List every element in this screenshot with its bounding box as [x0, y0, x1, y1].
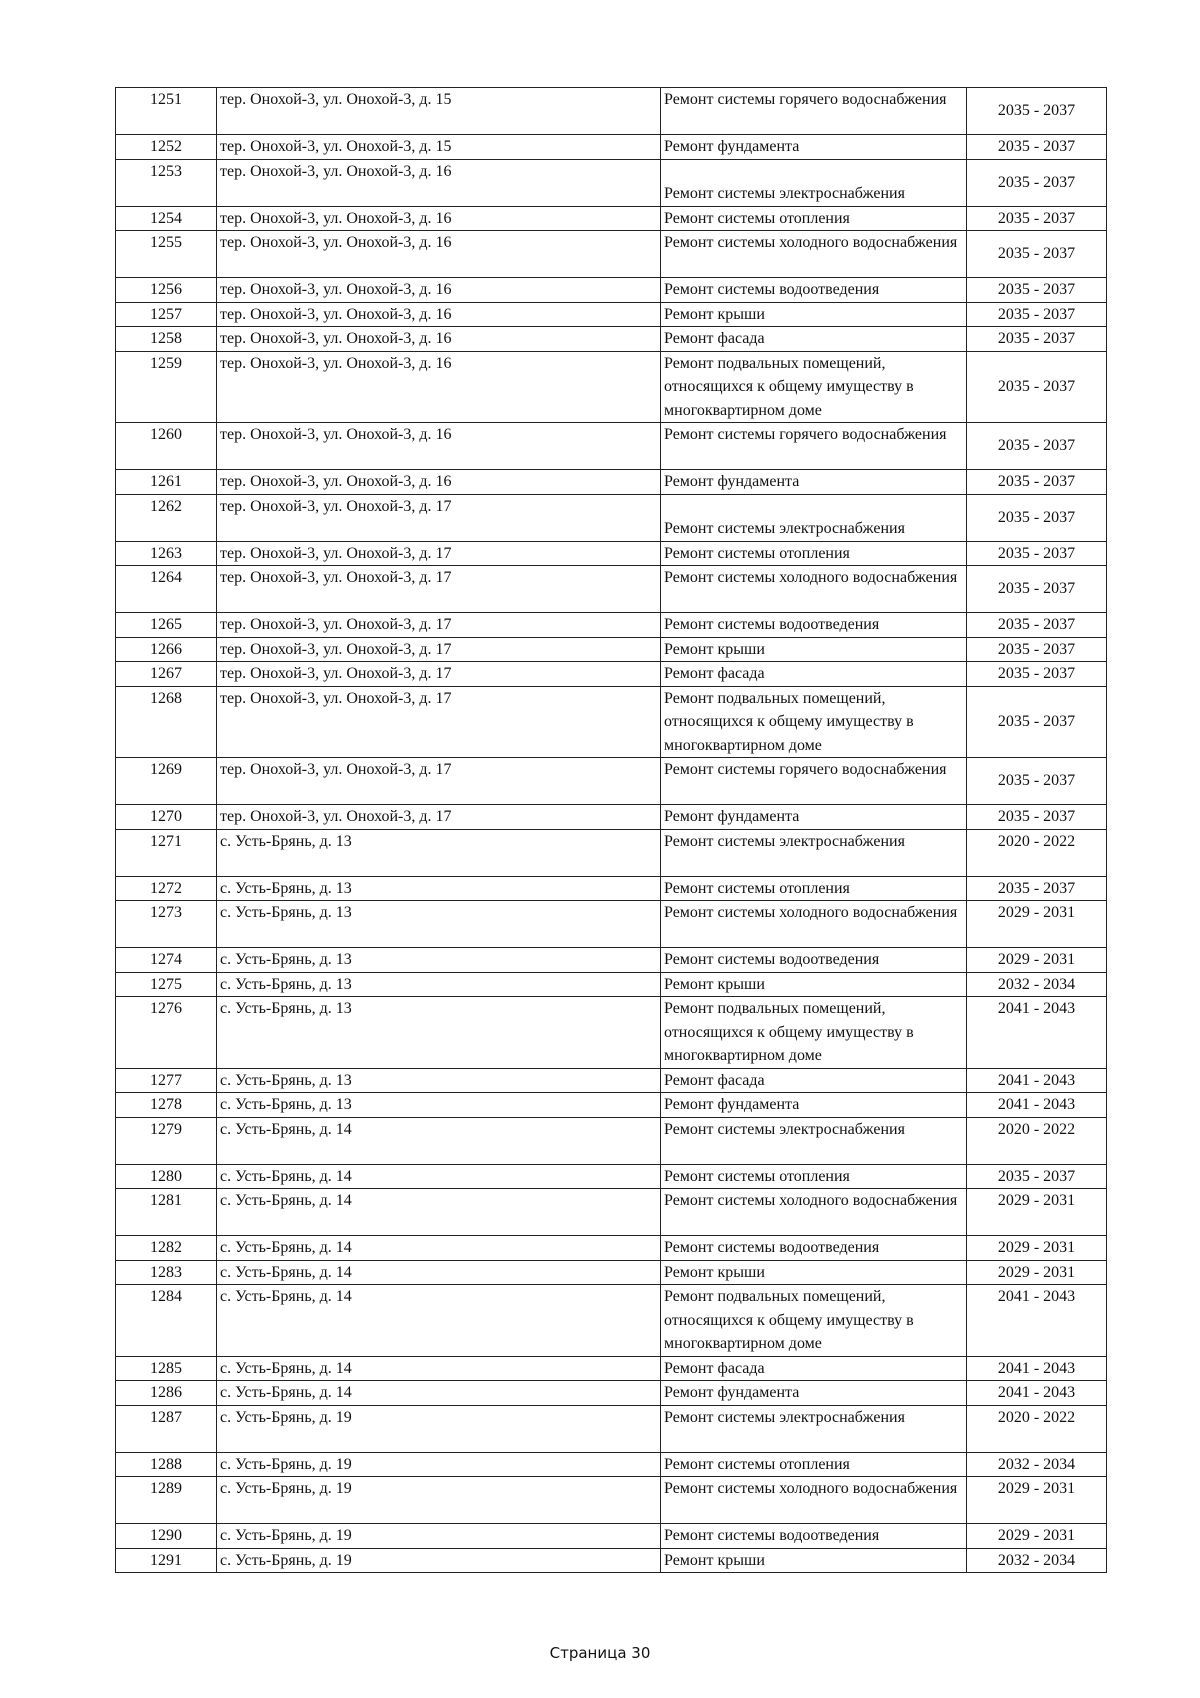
- address-cell: тер. Онохой-3, ул. Онохой-3, д. 17: [217, 758, 661, 805]
- work-type-cell: Ремонт фасада: [661, 327, 967, 352]
- work-type-cell: Ремонт системы водоотведения: [661, 948, 967, 973]
- row-number-cell: 1290: [116, 1524, 217, 1549]
- address-cell: с. Усть-Брянь, д. 14: [217, 1236, 661, 1261]
- work-type-cell: Ремонт системы водоотведения: [661, 1524, 967, 1549]
- period-cell: 2035 - 2037: [967, 135, 1107, 160]
- row-number-cell: 1270: [116, 805, 217, 830]
- works-table: [115, 87, 1107, 1573]
- period-cell: 2035 - 2037: [967, 327, 1107, 352]
- row-number-cell: 1251: [116, 88, 217, 135]
- work-type-cell: Ремонт крыши: [661, 1260, 967, 1285]
- table-row: [116, 351, 1107, 423]
- row-number-cell: 1262: [116, 494, 217, 541]
- period-cell: 2035 - 2037: [967, 159, 1107, 206]
- period-cell: 2035 - 2037: [967, 423, 1107, 470]
- work-type-cell: Ремонт фундамента: [661, 470, 967, 495]
- works-table-body: [116, 88, 1107, 1573]
- row-number-cell: 1255: [116, 231, 217, 278]
- period-cell: 2035 - 2037: [967, 88, 1107, 135]
- address-cell: тер. Онохой-3, ул. Онохой-3, д. 17: [217, 805, 661, 830]
- table-row: [116, 662, 1107, 687]
- table-row: [116, 327, 1107, 352]
- table-row: [116, 135, 1107, 160]
- row-number-cell: 1286: [116, 1381, 217, 1406]
- period-cell: 2041 - 2043: [967, 1285, 1107, 1357]
- address-cell: тер. Онохой-3, ул. Онохой-3, д. 17: [217, 686, 661, 758]
- table-row: [116, 1548, 1107, 1573]
- row-number-cell: 1253: [116, 159, 217, 206]
- row-number-cell: 1279: [116, 1117, 217, 1164]
- period-cell: 2035 - 2037: [967, 302, 1107, 327]
- table-row: [116, 1117, 1107, 1164]
- table-row: [116, 1381, 1107, 1406]
- address-cell: с. Усть-Брянь, д. 13: [217, 829, 661, 876]
- address-cell: с. Усть-Брянь, д. 19: [217, 1524, 661, 1549]
- row-number-cell: 1285: [116, 1356, 217, 1381]
- period-cell: 2020 - 2022: [967, 1117, 1107, 1164]
- row-number-cell: 1282: [116, 1236, 217, 1261]
- table-row: [116, 1356, 1107, 1381]
- table-row: [116, 206, 1107, 231]
- work-type-cell: Ремонт системы водоотведения: [661, 1236, 967, 1261]
- period-cell: 2032 - 2034: [967, 972, 1107, 997]
- table-row: [116, 541, 1107, 566]
- period-cell: 2041 - 2043: [967, 1356, 1107, 1381]
- work-type-cell: Ремонт системы горячего водоснабжения: [661, 423, 967, 470]
- work-type-cell: Ремонт системы холодного водоснабжения: [661, 231, 967, 278]
- period-cell: 2035 - 2037: [967, 231, 1107, 278]
- row-number-cell: 1261: [116, 470, 217, 495]
- period-cell: 2035 - 2037: [967, 876, 1107, 901]
- address-cell: с. Усть-Брянь, д. 13: [217, 948, 661, 973]
- address-cell: тер. Онохой-3, ул. Онохой-3, д. 17: [217, 494, 661, 541]
- work-type-cell: Ремонт крыши: [661, 972, 967, 997]
- period-cell: 2035 - 2037: [967, 206, 1107, 231]
- address-cell: с. Усть-Брянь, д. 14: [217, 1189, 661, 1236]
- row-number-cell: 1271: [116, 829, 217, 876]
- table-row: [116, 1452, 1107, 1477]
- period-cell: 2032 - 2034: [967, 1548, 1107, 1573]
- address-cell: тер. Онохой-3, ул. Онохой-3, д. 17: [217, 541, 661, 566]
- address-cell: с. Усть-Брянь, д. 14: [217, 1117, 661, 1164]
- period-cell: 2041 - 2043: [967, 997, 1107, 1069]
- table-row: [116, 901, 1107, 948]
- table-row: [116, 88, 1107, 135]
- work-type-cell: Ремонт системы холодного водоснабжения: [661, 901, 967, 948]
- work-type-cell: Ремонт системы горячего водоснабжения: [661, 758, 967, 805]
- work-type-cell: Ремонт подвальных помещений, относящихся к общему имуществу в многоквартирном доме: [661, 1285, 967, 1357]
- row-number-cell: 1287: [116, 1405, 217, 1452]
- row-number-cell: 1268: [116, 686, 217, 758]
- table-row: [116, 278, 1107, 303]
- table-row: [116, 805, 1107, 830]
- work-type-cell: Ремонт крыши: [661, 637, 967, 662]
- work-type-cell: Ремонт подвальных помещений, относящихся к общему имуществу в многоквартирном доме: [661, 686, 967, 758]
- table-row: [116, 1068, 1107, 1093]
- period-cell: 2029 - 2031: [967, 1524, 1107, 1549]
- work-type-cell: Ремонт фундамента: [661, 1093, 967, 1118]
- table-row: [116, 829, 1107, 876]
- row-number-cell: 1284: [116, 1285, 217, 1357]
- period-cell: 2035 - 2037: [967, 566, 1107, 613]
- row-number-cell: 1283: [116, 1260, 217, 1285]
- address-cell: с. Усть-Брянь, д. 19: [217, 1548, 661, 1573]
- row-number-cell: 1265: [116, 613, 217, 638]
- work-type-cell: Ремонт системы холодного водоснабжения: [661, 1189, 967, 1236]
- period-cell: 2035 - 2037: [967, 637, 1107, 662]
- work-type-cell: Ремонт подвальных помещений, относящихся к общему имуществу в многоквартирном доме: [661, 997, 967, 1069]
- period-cell: 2035 - 2037: [967, 613, 1107, 638]
- address-cell: тер. Онохой-3, ул. Онохой-3, д. 17: [217, 637, 661, 662]
- period-cell: 2035 - 2037: [967, 805, 1107, 830]
- table-row: [116, 1236, 1107, 1261]
- address-cell: с. Усть-Брянь, д. 14: [217, 1260, 661, 1285]
- work-type-cell: Ремонт системы отопления: [661, 1452, 967, 1477]
- address-cell: тер. Онохой-3, ул. Онохой-3, д. 15: [217, 88, 661, 135]
- address-cell: тер. Онохой-3, ул. Онохой-3, д. 16: [217, 423, 661, 470]
- table-row: [116, 1260, 1107, 1285]
- period-cell: 2029 - 2031: [967, 1236, 1107, 1261]
- address-cell: с. Усть-Брянь, д. 13: [217, 1068, 661, 1093]
- work-type-cell: Ремонт системы электроснабжения: [661, 1405, 967, 1452]
- table-row: [116, 566, 1107, 613]
- row-number-cell: 1288: [116, 1452, 217, 1477]
- table-row: [116, 470, 1107, 495]
- row-number-cell: 1267: [116, 662, 217, 687]
- work-type-cell: Ремонт системы отопления: [661, 1164, 967, 1189]
- table-row: [116, 1524, 1107, 1549]
- address-cell: с. Усть-Брянь, д. 13: [217, 1093, 661, 1118]
- address-cell: с. Усть-Брянь, д. 19: [217, 1405, 661, 1452]
- table-row: [116, 972, 1107, 997]
- period-cell: 2029 - 2031: [967, 1260, 1107, 1285]
- address-cell: с. Усть-Брянь, д. 14: [217, 1164, 661, 1189]
- address-cell: с. Усть-Брянь, д. 14: [217, 1356, 661, 1381]
- table-row: [116, 423, 1107, 470]
- work-type-cell: Ремонт фасада: [661, 1068, 967, 1093]
- table-row: [116, 1189, 1107, 1236]
- address-cell: тер. Онохой-3, ул. Онохой-3, д. 17: [217, 566, 661, 613]
- period-cell: 2029 - 2031: [967, 1189, 1107, 1236]
- work-type-cell: Ремонт системы отопления: [661, 876, 967, 901]
- period-cell: 2035 - 2037: [967, 758, 1107, 805]
- work-type-cell: Ремонт фундамента: [661, 805, 967, 830]
- work-type-cell: Ремонт системы водоотведения: [661, 278, 967, 303]
- period-cell: 2035 - 2037: [967, 351, 1107, 423]
- period-cell: 2035 - 2037: [967, 541, 1107, 566]
- row-number-cell: 1289: [116, 1477, 217, 1524]
- address-cell: с. Усть-Брянь, д. 13: [217, 901, 661, 948]
- period-cell: 2020 - 2022: [967, 829, 1107, 876]
- row-number-cell: 1269: [116, 758, 217, 805]
- row-number-cell: 1256: [116, 278, 217, 303]
- row-number-cell: 1254: [116, 206, 217, 231]
- work-type-cell: Ремонт фасада: [661, 662, 967, 687]
- period-cell: 2041 - 2043: [967, 1093, 1107, 1118]
- work-type-cell: Ремонт фасада: [661, 1356, 967, 1381]
- table-row: [116, 1285, 1107, 1357]
- address-cell: с. Усть-Брянь, д. 14: [217, 1285, 661, 1357]
- address-cell: тер. Онохой-3, ул. Онохой-3, д. 15: [217, 135, 661, 160]
- address-cell: тер. Онохой-3, ул. Онохой-3, д. 16: [217, 327, 661, 352]
- work-type-cell: Ремонт фундамента: [661, 1381, 967, 1406]
- period-cell: 2035 - 2037: [967, 662, 1107, 687]
- table-row: [116, 758, 1107, 805]
- row-number-cell: 1258: [116, 327, 217, 352]
- work-type-cell: Ремонт системы электроснабжения: [661, 829, 967, 876]
- row-number-cell: 1278: [116, 1093, 217, 1118]
- work-type-cell: Ремонт системы отопления: [661, 541, 967, 566]
- address-cell: тер. Онохой-3, ул. Онохой-3, д. 16: [217, 206, 661, 231]
- table-row: [116, 1477, 1107, 1524]
- period-cell: 2035 - 2037: [967, 278, 1107, 303]
- work-type-cell: Ремонт крыши: [661, 1548, 967, 1573]
- row-number-cell: 1260: [116, 423, 217, 470]
- address-cell: тер. Онохой-3, ул. Онохой-3, д. 17: [217, 662, 661, 687]
- work-type-cell: Ремонт системы холодного водоснабжения: [661, 1477, 967, 1524]
- work-type-cell: Ремонт системы отопления: [661, 206, 967, 231]
- row-number-cell: 1274: [116, 948, 217, 973]
- page-number: Страница 30: [549, 1644, 651, 1662]
- table-row: [116, 997, 1107, 1069]
- work-type-cell: Ремонт системы электроснабжения: [661, 159, 967, 206]
- period-cell: 2020 - 2022: [967, 1405, 1107, 1452]
- work-type-cell: Ремонт системы электроснабжения: [661, 1117, 967, 1164]
- row-number-cell: 1291: [116, 1548, 217, 1573]
- period-cell: 2041 - 2043: [967, 1068, 1107, 1093]
- table-row: [116, 1093, 1107, 1118]
- work-type-cell: Ремонт системы горячего водоснабжения: [661, 88, 967, 135]
- address-cell: тер. Онохой-3, ул. Онохой-3, д. 16: [217, 302, 661, 327]
- row-number-cell: 1276: [116, 997, 217, 1069]
- period-cell: 2035 - 2037: [967, 1164, 1107, 1189]
- row-number-cell: 1280: [116, 1164, 217, 1189]
- row-number-cell: 1281: [116, 1189, 217, 1236]
- period-cell: 2029 - 2031: [967, 901, 1107, 948]
- work-type-cell: Ремонт подвальных помещений, относящихся к общему имуществу в многоквартирном доме: [661, 351, 967, 423]
- period-cell: 2035 - 2037: [967, 686, 1107, 758]
- period-cell: 2035 - 2037: [967, 470, 1107, 495]
- table-row: [116, 948, 1107, 973]
- work-type-cell: Ремонт системы холодного водоснабжения: [661, 566, 967, 613]
- row-number-cell: 1266: [116, 637, 217, 662]
- work-type-cell: Ремонт системы электроснабжения: [661, 494, 967, 541]
- table-row: [116, 876, 1107, 901]
- address-cell: тер. Онохой-3, ул. Онохой-3, д. 17: [217, 613, 661, 638]
- address-cell: с. Усть-Брянь, д. 14: [217, 1381, 661, 1406]
- table-row: [116, 159, 1107, 206]
- work-type-cell: Ремонт фундамента: [661, 135, 967, 160]
- table-row: [116, 613, 1107, 638]
- address-cell: с. Усть-Брянь, д. 19: [217, 1477, 661, 1524]
- row-number-cell: 1257: [116, 302, 217, 327]
- period-cell: 2029 - 2031: [967, 1477, 1107, 1524]
- address-cell: тер. Онохой-3, ул. Онохой-3, д. 16: [217, 351, 661, 423]
- row-number-cell: 1259: [116, 351, 217, 423]
- address-cell: тер. Онохой-3, ул. Онохой-3, д. 16: [217, 231, 661, 278]
- row-number-cell: 1263: [116, 541, 217, 566]
- row-number-cell: 1252: [116, 135, 217, 160]
- row-number-cell: 1273: [116, 901, 217, 948]
- row-number-cell: 1275: [116, 972, 217, 997]
- address-cell: с. Усть-Брянь, д. 19: [217, 1452, 661, 1477]
- period-cell: 2032 - 2034: [967, 1452, 1107, 1477]
- table-row: [116, 1164, 1107, 1189]
- table-row: [116, 637, 1107, 662]
- work-type-cell: Ремонт крыши: [661, 302, 967, 327]
- row-number-cell: 1277: [116, 1068, 217, 1093]
- address-cell: тер. Онохой-3, ул. Онохой-3, д. 16: [217, 278, 661, 303]
- table-row: [116, 1405, 1107, 1452]
- period-cell: 2029 - 2031: [967, 948, 1107, 973]
- table-row: [116, 231, 1107, 278]
- table-row: [116, 494, 1107, 541]
- table-row: [116, 686, 1107, 758]
- address-cell: с. Усть-Брянь, д. 13: [217, 972, 661, 997]
- row-number-cell: 1272: [116, 876, 217, 901]
- work-type-cell: Ремонт системы водоотведения: [661, 613, 967, 638]
- period-cell: 2035 - 2037: [967, 494, 1107, 541]
- address-cell: с. Усть-Брянь, д. 13: [217, 997, 661, 1069]
- table-row: [116, 302, 1107, 327]
- period-cell: 2041 - 2043: [967, 1381, 1107, 1406]
- address-cell: тер. Онохой-3, ул. Онохой-3, д. 16: [217, 159, 661, 206]
- address-cell: с. Усть-Брянь, д. 13: [217, 876, 661, 901]
- address-cell: тер. Онохой-3, ул. Онохой-3, д. 16: [217, 470, 661, 495]
- row-number-cell: 1264: [116, 566, 217, 613]
